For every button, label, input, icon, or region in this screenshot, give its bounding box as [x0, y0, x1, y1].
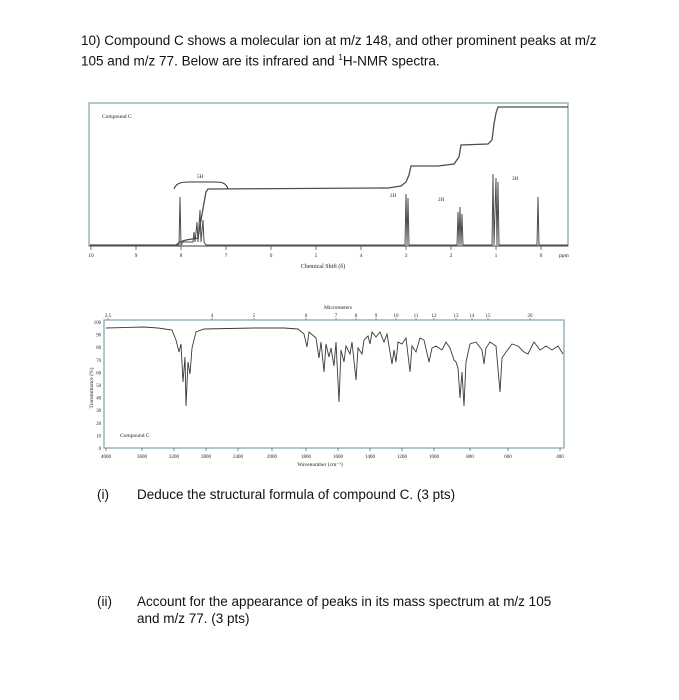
ir-micrometer-tick-label: 2.5 [104, 314, 112, 319]
nmr-tick-group [88, 246, 569, 259]
question-part-i [97, 486, 577, 506]
ir-frame [104, 320, 564, 448]
ir-micrometer-tick-label: 12 [431, 314, 437, 319]
ir-x-label: Wavenumber (cm⁻¹) [297, 462, 343, 468]
question-text-main: 10) Compound C shows a molecular ion at m/z 148, and other prominent peaks at m/z 105 and m/z 77. Below are its infrared and [81, 33, 597, 69]
ir-wavenumber-tick-label: 1600 [333, 455, 343, 460]
part-i-text: Deduce the structural formula of compound C. (3 pts) [137, 487, 456, 502]
question-text [81, 32, 611, 70]
nmr-tick-label: 4 [359, 253, 363, 259]
ir-micrometer-tick-label: 9 [374, 314, 378, 319]
ir-y-tick-label: 50 [96, 384, 101, 389]
ir-micrometer-tick-label: 6 [304, 314, 308, 319]
ir-wavenumber-tick-label: 400 [556, 455, 564, 460]
ir-micrometer-tick-label: 15 [485, 314, 491, 319]
ir-wavenumber-tick-label: 2000 [267, 455, 277, 460]
ir-spectrum [84, 302, 572, 474]
part-ii-text: Account for the appearance of peaks in its mass spectrum at m/z 105 and m/z 77. (3 pts) [137, 594, 552, 626]
nmr-x-label: Chemical Shift (δ) [300, 264, 346, 270]
nmr-annotation-5h: 5H [196, 175, 204, 180]
part-ii-number: (ii) [97, 594, 112, 609]
ir-y-tick-label: 20 [96, 421, 101, 427]
ir-y-tick-label: 40 [96, 396, 101, 402]
ir-y-tick-label: 0 [98, 447, 101, 452]
ir-compound-label: Compound C [120, 433, 150, 439]
ir-wavenumber-tick-label: 1400 [365, 455, 375, 460]
ir-micrometer-tick-label: 5 [252, 314, 256, 319]
nmr-annotation-2h-b: 2H [438, 198, 445, 203]
ir-micrometer-tick-label: 11 [413, 314, 419, 319]
ir-wavenumber-tick-label: 2800 [201, 455, 211, 460]
question-superscript: 1 [338, 53, 343, 62]
nmr-tick-label: 0 [539, 253, 543, 259]
nmr-annotation-2h-a: 2H [390, 194, 397, 199]
ir-wavenumber-tick-label: 1000 [429, 455, 439, 460]
nmr-tick-label: 5 [314, 253, 318, 259]
ir-micrometer-tick-label: 14 [469, 314, 475, 319]
nmr-tick-label: 1 [494, 253, 498, 259]
ir-wavenumber-tick-label: 3600 [137, 455, 147, 460]
nmr-tick-label: 6 [269, 253, 273, 259]
ir-y-tick-label: 70 [96, 358, 101, 364]
ir-micrometer-tick-label: 8 [354, 314, 358, 319]
ir-y-label: Transmittance (%) [89, 367, 95, 409]
nmr-tick-label: 3 [404, 253, 408, 259]
ir-y-tick-label: 10 [96, 434, 101, 440]
ir-micrometers-label: Micrometers [323, 305, 353, 311]
ir-wavenumber-tick-label: 1200 [397, 455, 407, 460]
ir-wavenumber-tick-label: 1800 [301, 455, 311, 460]
ir-y-tick-label: 100 [93, 321, 101, 326]
ir-wavenumber-tick-label: 2400 [233, 455, 243, 460]
ir-y-tick-label: 90 [96, 333, 101, 339]
question-part-ii [97, 593, 577, 629]
nmr-tick-label: 8 [179, 253, 183, 259]
nmr-compound-label: Compound C [102, 114, 132, 120]
ir-micrometer-tick-label: 13 [453, 314, 459, 319]
ir-wavenumber-tick-label: 800 [466, 455, 474, 460]
nmr-tick-label: 7 [224, 253, 228, 259]
ir-y-tick-label: 80 [96, 346, 101, 352]
ir-wavenumber-tick-label: 3200 [169, 455, 179, 460]
ir-micrometer-tick-label: 7 [334, 314, 338, 319]
ir-y-tick-label: 60 [96, 371, 101, 377]
nmr-spectrum [88, 102, 569, 270]
nmr-tick-label: 9 [134, 253, 138, 259]
nmr-frame [89, 103, 568, 246]
ir-micrometer-tick-label: 10 [393, 314, 399, 319]
ir-wavenumber-tick-label: 600 [504, 455, 512, 460]
nmr-tick-label: 2 [449, 253, 453, 259]
part-i-number: (i) [97, 487, 109, 502]
ir-y-tick-label: 30 [96, 409, 101, 415]
question-text-end: H-NMR spectra. [342, 53, 440, 69]
nmr-tick-label: 10 [88, 253, 94, 259]
nmr-annotation-3h: 3H [512, 177, 519, 182]
ir-wavenumber-ticks [98, 447, 564, 460]
ir-micrometer-tick-label: 20 [527, 314, 533, 319]
ir-wavenumber-tick-label: 4000 [101, 455, 111, 460]
ir-micrometer-tick-label: 4 [210, 314, 214, 319]
nmr-ppm-label: ppm [559, 253, 569, 259]
